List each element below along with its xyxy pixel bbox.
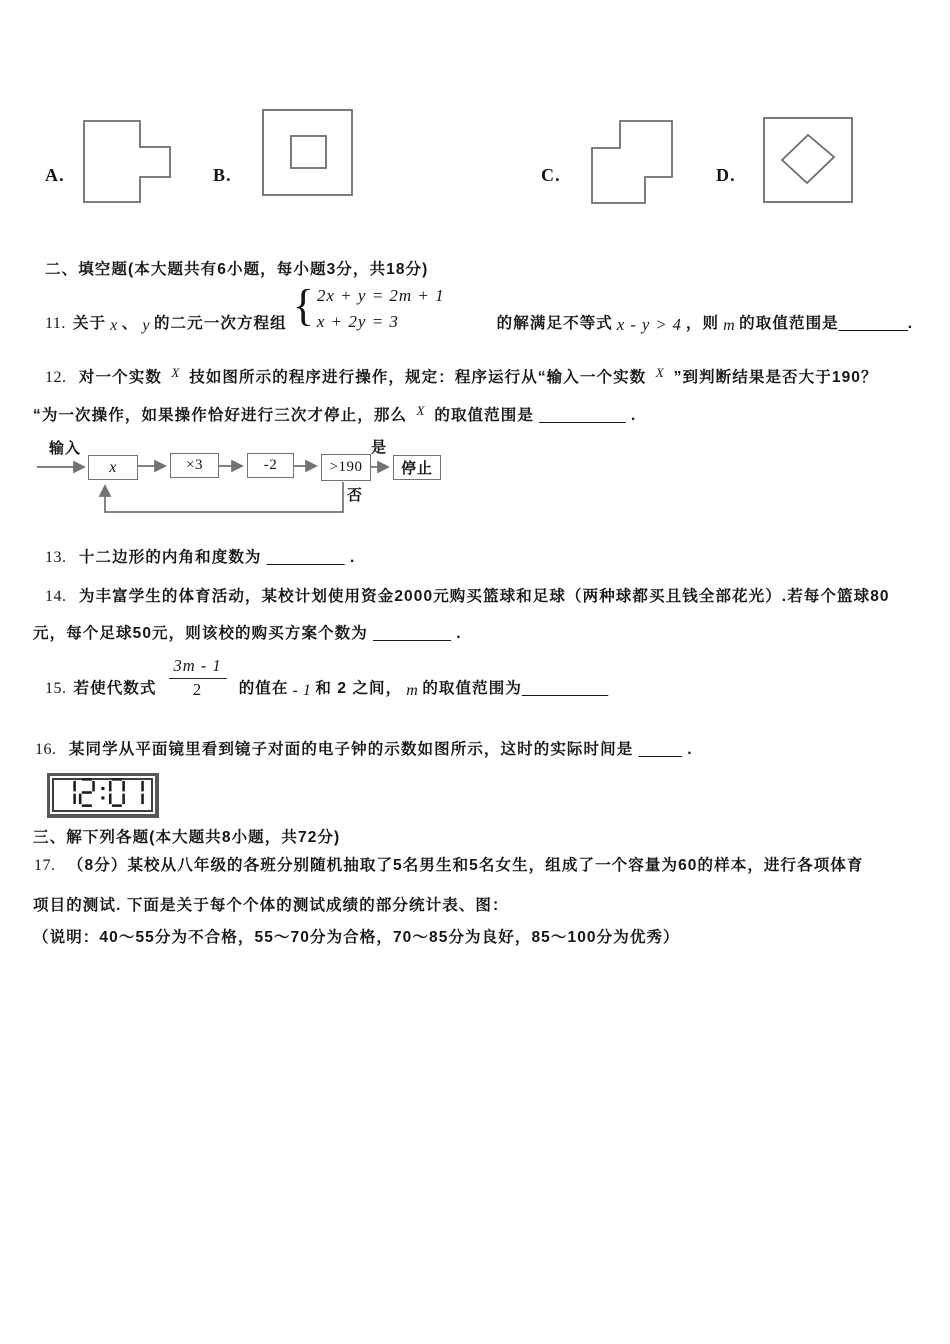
answer-blank: __________ — [521, 680, 609, 697]
question-15-text-3: 和 2 之间， — [315, 680, 403, 697]
question-14-line-1 — [45, 586, 890, 608]
question-11-text-4: ，则 — [685, 315, 720, 332]
question-14-period: . — [456, 625, 462, 642]
option-b-outer-square — [263, 110, 352, 195]
question-15 — [45, 652, 608, 700]
question-13 — [45, 547, 355, 569]
question-14-line-2 — [33, 623, 462, 645]
question-12-text-1: 对一个实数 — [78, 369, 162, 386]
flow-box-stop: 停止 — [393, 455, 441, 480]
question-13-period: . — [349, 549, 356, 566]
answer-blank: _________ — [266, 549, 345, 566]
option-b-inner-square — [291, 136, 326, 168]
option-a-label: A. — [45, 165, 65, 185]
math-variable-X-3: X — [416, 403, 425, 418]
option-a-shape — [84, 121, 170, 202]
question-12-text-5: 的取值范围是 — [434, 407, 534, 424]
question-16-number: 16. — [35, 741, 57, 758]
math-variable-y: y — [142, 317, 150, 334]
option-d-diamond — [782, 135, 834, 183]
question-12-period: . — [631, 407, 637, 424]
option-d-label: D. — [716, 165, 736, 185]
question-12-text-2: 技如图所示的程序进行操作，规定：程序运行从“输入一个实数 — [189, 369, 647, 386]
inequality-expression: x - y > 4 — [616, 315, 682, 334]
question-16-period: . — [687, 741, 693, 758]
question-11-separator: 、 — [121, 315, 139, 332]
flow-box-multiply-3: ×3 — [170, 453, 219, 478]
question-16-text: 某同学从平面镜里看到镜子对面的电子钟的示数如图所示，这时的实际时间是 — [68, 741, 634, 758]
question-11-text-5: 的取值范围是 — [739, 315, 839, 332]
answer-blank: __________ — [539, 407, 626, 424]
question-11-text-3: 的解满足不等式 — [496, 315, 613, 332]
question-12-text-3: ”到判断结果是否大于190？ — [673, 369, 878, 386]
fraction-numerator: 3m - 1 — [169, 655, 227, 679]
fill-section-header: 二、填空题(本大题共有6小题，每小题3分，共18分) — [45, 261, 429, 278]
answer-blank: _____ — [638, 741, 682, 758]
question-14-text-2: 元，每个足球50元，则该校的购买方案个数为 — [33, 625, 368, 642]
flow-input-label: 输入 — [49, 440, 82, 457]
question-12-line-1 — [45, 367, 878, 389]
solve-section-header: 三、解下列各题(本大题共8小题，共72分) — [33, 829, 341, 846]
system-brace: { — [292, 281, 314, 330]
question-16 — [35, 739, 693, 761]
question-12-line-2 — [33, 405, 636, 427]
math-variable-m: m — [723, 317, 736, 334]
clock-display-panel — [52, 778, 153, 812]
question-17-line-2: 项目的测试. 下面是关于每个个体的测试成绩的部分统计表、图： — [33, 897, 509, 914]
answer-blank: ________ — [838, 315, 908, 332]
question-15-text-2: 的值在 — [238, 680, 289, 697]
question-11 — [45, 279, 913, 335]
math-variable-X-1: X — [171, 365, 180, 380]
question-14-number: 14. — [45, 588, 67, 605]
question-15-text-1: 若使代数式 — [73, 680, 157, 697]
option-c-shape — [592, 121, 672, 203]
question-11-number: 11. — [45, 315, 66, 332]
digital-clock-figure — [47, 773, 159, 818]
equation-system — [293, 283, 445, 335]
fraction-expression — [169, 655, 227, 700]
question-11-text-1: 关于 — [72, 315, 107, 332]
flow-no-label: 否 — [347, 487, 364, 504]
question-12-text-4: “为一次操作，如果操作恰好进行三次才停止，那么 — [33, 407, 408, 424]
question-15-text-4: 的取值范围为 — [422, 680, 522, 697]
fraction-denominator: 2 — [192, 680, 203, 699]
flow-box-x: x — [88, 455, 138, 480]
question-17-number: 17. — [34, 857, 56, 874]
question-15-number: 15. — [45, 680, 67, 697]
equation-bottom: x + 2y = 3 — [316, 312, 399, 331]
equation-top: 2x + y = 2m + 1 — [316, 286, 445, 305]
flow-yes-label: 是 — [371, 439, 388, 456]
flow-loop-no — [105, 482, 343, 512]
question-11-period: . — [907, 315, 914, 332]
clock-digits — [59, 778, 147, 812]
question-14-text-1: 为丰富学生的体育活动，某校计划使用资金2000元购买篮球和足球（两种球都买且钱全部花光）.若每个篮球80 — [78, 588, 890, 605]
math-variable-X-2: X — [655, 365, 665, 380]
option-c-label: C. — [541, 165, 561, 185]
option-b-label: B. — [213, 165, 232, 185]
question-11-text-2: 的二元一次方程组 — [153, 315, 287, 332]
question-17-note: （说明：40～55分为不合格，55～70分为合格，70～85分为良好，85～100分为优秀） — [33, 929, 680, 946]
question-13-text: 十二边形的内角和度数为 — [78, 549, 262, 566]
math-value-neg-1: - 1 — [292, 682, 312, 699]
question-17-text-1: （8分）某校从八年级的各班分别随机抽取了5名男生和5名女生，组成了一个容量为60的样本，进行各项体育 — [67, 857, 864, 874]
math-variable-x: x — [110, 317, 118, 334]
question-17-line-1 — [34, 855, 864, 877]
option-d-outer-square — [764, 118, 852, 202]
flow-box-minus-2: -2 — [247, 453, 294, 478]
equation-column — [317, 283, 445, 335]
question-13-number: 13. — [45, 549, 67, 566]
question-12-number: 12. — [45, 369, 67, 386]
answer-blank: _________ — [373, 625, 451, 642]
math-variable-m: m — [406, 682, 419, 699]
flow-box-greater-190: >190 — [321, 454, 371, 481]
